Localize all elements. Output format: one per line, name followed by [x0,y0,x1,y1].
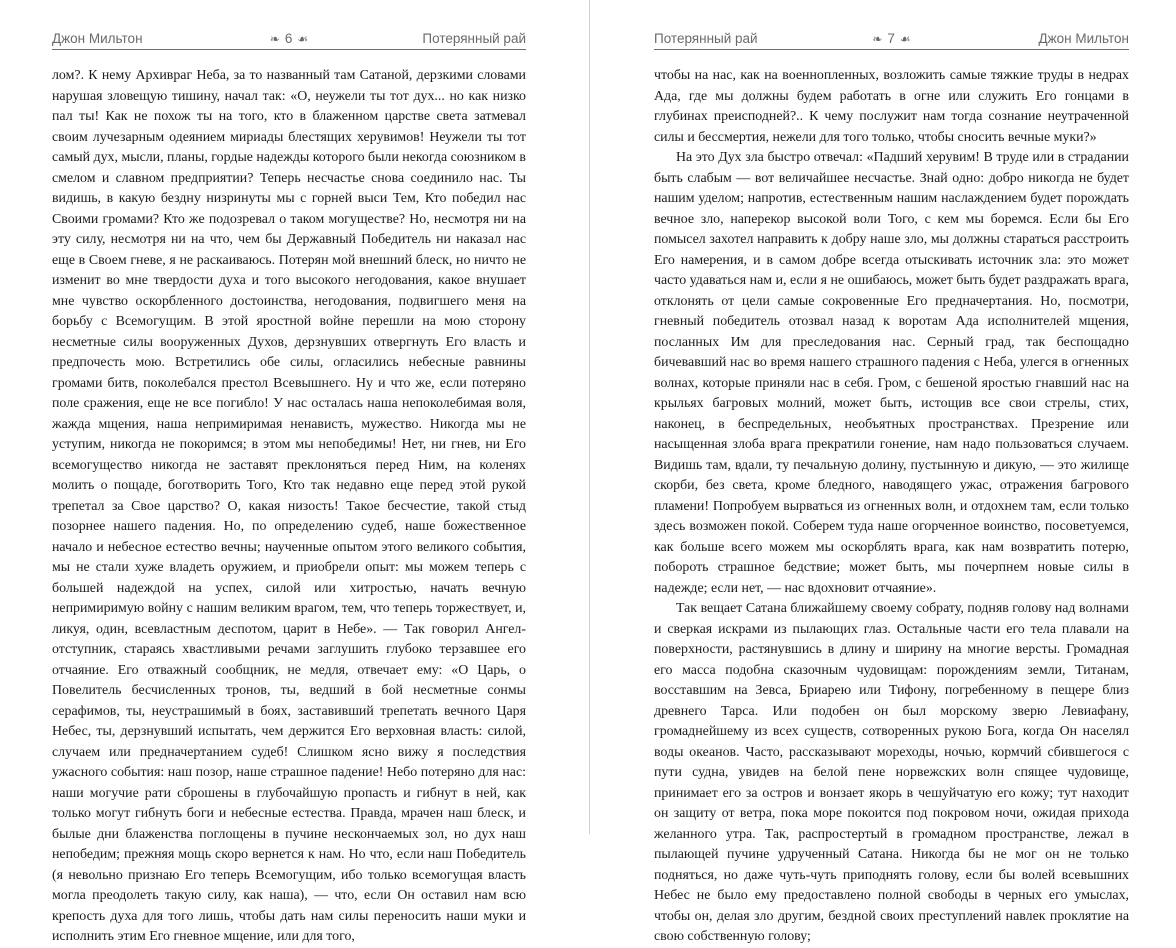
right-header-title: Потерянный рай [654,31,758,46]
right-paragraph: Так вещает Сатана ближайшему своему собрату, подняв голову над волнами и сверкая искрами из пылающих глаз. Остальные части его тела плавали на поверхности, растянувшись в длину и ширину на многие версты. Громадная его масса подобна сказочным чудовищам: порождениям земли, Титанам, восставшим на Зевса, Бриарею или Тифону, погребенному в пещере близ древнего Тарса. Или подобен он был морскому зверю Левиафану, громаднейшему из всех существ, сотворенных рукою Бога, когда Он населял воды океанов. Часто, рассказывают мореходы, ночью, кормчий сбившегося с пути судна, увидев на белой пене норвежских волн спящее чудовище, принимает его за остров и вонзает якорь в чешуйчатую его кожу; тут находит он защиту от ветра, пока море покоится под покровом ночи, ожидая прихода желанного утра. Так, распростертый в громадном пространстве, лежал в пылающей пучине удрученный Сатана. Никогда бы не мог он не только подняться, но даже чуть-чуть приподнять голову, если бы волей всевышних Небес не было ему предоставлено полной свободы в черных его умыслах, чтобы он, делая зло другим, бездной своих преступлений навлек проклятие на свою собственную голову; [654,601,1129,944]
left-running-header [52,31,526,50]
right-paragraph: На это Дух зла быстро отвечал: «Падший херувим! В труде или в страдании быть слабым — вот величайшее несчастье. Знай одно: добро никогда не будет нашим уделом; напротив, естественным нашим наслаждением будет порождать вечное зло, наперекор высокой воли Того, с кем мы боремся. Если бы Его помысел захотел направить к добру наше зло, мы должны стараться расстроить Его намерения, и в самом добре всегда отыскивать источник зла: это может часто удаваться нам и, если я не ошибаюсь, может быть будет раздражать врага, отклонять от цели самые сокровенные Его предначертания. Но, посмотри, гневный победитель отозвал назад к воротам Ада исполнителей мщения, посланных Им для преследования нас. Серный град, так беспощадно бичевавший нас во время нашего страшного падения с Неба, улегся в огненных волнах, которые приняли нас в себя. Гром, с бешеной яростью гнавший нас на крыльях багровых молний, может быть, истощив все свои стрелы, стих, наконец, в беспредельных, необъятных пространствах. Презрение или насыщенная злоба врага прекратили гонение, нам надо пользоваться случаем. Видишь там, вдали, ту печальную долину, пустынную и дикую, — это жилище скорби, без света, кроме бледного, наводящего ужас, отражения багрового пламени! Попробуем вырваться из огненных волн, и отдохнем там, если только здесь возможен покой. Соберем туда наше огорченное воинство, посоветуемся, как больше всего можем мы оскорблять врага, как нам возвратить потерю, побороть страшное бедствие; может быть, мы почерпнем новые силы в надежде; если нет, — нас вдохновит отчаяние». [654,150,1129,596]
right-paragraph: чтобы на нас, как на военнопленных, возложить самые тяжкие труды в недрах Ада, где мы должны будем работать в огне или служить Его гонцами в глубинах преисподней?.. К чему послужит нам тогда сознание неутраченной силы и бессмертия, нежели для того только, чтобы сносить вечные муки?» [654,68,1129,145]
left-page-body [52,66,526,948]
left-header-title: Потерянный рай [422,31,526,46]
left-page-number: 6 [284,31,293,46]
right-page [654,0,1129,944]
ornament-left-icon: ❧ [269,32,280,46]
ornament-right-icon: ☙ [899,32,911,46]
left-paragraph: лом?. К нему Архивраг Неба, за то названный там Сатаной, дерзкими словами нарушая зловещую тишину, начал так: «О, неужели ты тот дух... но как низко пал ты! Как не похож ты на того, кто в блаженном царстве света затмевал своим лучезарным одеянием мириады блестящих херувимов! Неужели ты тот самый дух, мысли, планы, гордые надежды которого были некогда союзником в смелом и славном предприятии? Теперь несчастье снова соединило нас. Ты видишь, в какую бездну низринуты мы с горней выси Тем, Кто победил нас Своими громами? Кто же подозревал о таком могуществе? Но, несмотря ни на эту силу, несмотря ни на что, чем бы Державный Победитель ни наказал нас еще в Своем гневе, я не раскаиваюсь. Потерян мой внешний блеск, но ничто не изменит во мне твердости духа и того высокого негодования, какое внушает мне чувство оскорбленного достоинства, негодования, подвигшего меня на борьбу с Всемогущим. В этой яростной войне перешли на мою сторону несметные силы вооруженных Духов, дерзнувших отвергнуть Его власть и предпочесть мою. Встретились обе силы, огласились небесные равнины громами битв, поколебался престол Всевышнего. Ну и что же, если потеряно поле сражения, еще не все погибло! У нас осталась наша непоколебимая воля, жажда мщения, наша непримиримая ненависть, мужество. Никогда мы не уступим, никогда не покоримся; в этом мы непобедимы! Нет, ни гнев, ни Его всемогущество никогда не заставят преклоняться перед Ним, на коленях молить о пощаде, боготворить Того, Кто так недавно еще перед этой рукой трепетал за Свое царство? О, какая низость! Такое бесчестие, такой стыд позорнее нашего падения. Но, по определению судеб, наше божественное начало и небесное естество вечны; наученные опытом этого великого события, мы не стали хуже владеть оружием, и приобрели опыт: мы можем теперь с большей надеждой на успех, силой или хитростью, начать вечную непримиримую войну с нашим великим врагом, тем, что теперь торжествует, и, ликуя, один, всевластным деспотом, царит в Небе». — Так говорил Ангел-отступник, стараясь хвастливыми речами заглушить глубоко терзавшее его отчаяние. Его отважный сообщник, не медля, отвечает ему: «О Царь, о Повелитель бесчисленных тронов, ты, ведший в бой несметные сонмы серафимов, ты, неустрашимый в боях, заставивший трепетать вечного Царя Небес, ты, дерзнувший испытать, чем держится Его верховная власть: силой, случаем или предначертанием судеб! Слишком ясно вижу я последствия ужасного события: наш позор, наше страшное падение! Небо потеряно для нас: наши могучие рати сброшены в глубочайшую пропасть и гибнут в ней, как только могут гибнуть боги и небесные естества. Правда, мрачен наш блеск, и былые дни блаженства поглощены в пучине нескончаемых зол, но дух наш непобедим; прежняя мощь скоро вернется к нам. Но что, если наш Победитель (я невольно признаю Его теперь Всемогущим, ибо только всемогущая власть могла преодолеть такую силу, как наша), — что, если Он оставил нам всю крепость духа для того лишь, чтобы дать нам силы переносить наши муки и исполнить этим Его гневное мщение, или для того, [52,68,526,944]
book-gutter [589,0,590,834]
right-page-body [654,66,1129,948]
left-page [52,0,526,944]
right-header-author: Джон Мильтон [1038,31,1129,46]
ornament-right-icon: ☙ [297,32,309,46]
left-header-author: Джон Мильтон [52,31,143,46]
ornament-left-icon: ❧ [872,32,883,46]
right-page-number: 7 [887,31,895,46]
right-running-header [654,31,1129,50]
